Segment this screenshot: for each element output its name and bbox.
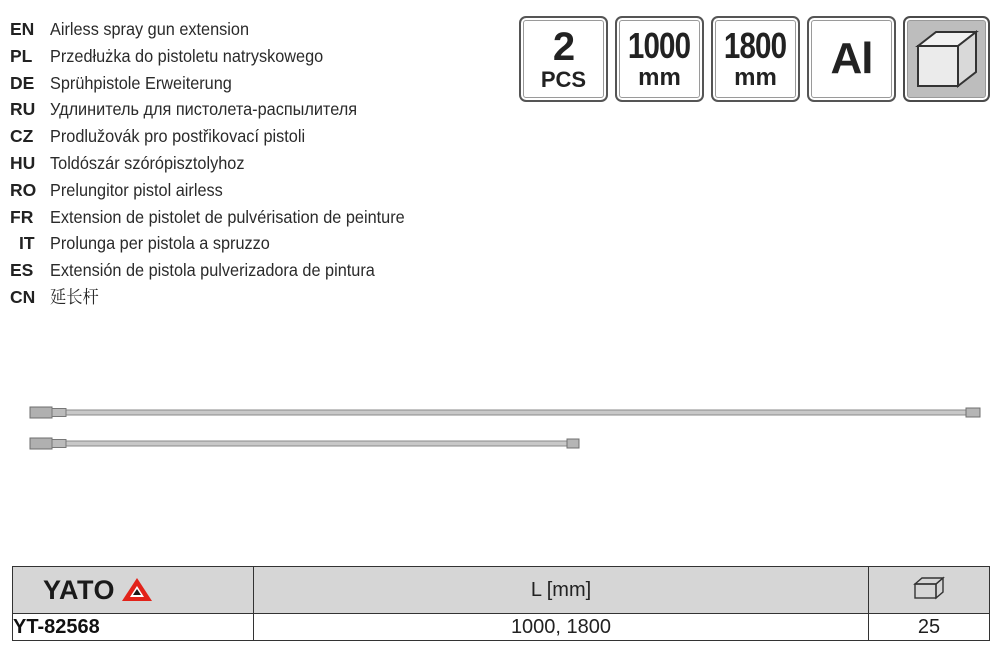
language-text: Prodlužovák pro postřikovací pistoli — [50, 126, 306, 147]
yato-logo — [13, 575, 253, 606]
spec-badges — [519, 16, 990, 102]
model-number: YT-82568 — [13, 614, 254, 641]
length-badge-1800 — [711, 16, 800, 102]
length-unit: mm — [734, 64, 777, 91]
language-text: Prolunga per pistola a spruzzo — [50, 233, 270, 254]
language-code: EN — [10, 19, 35, 39]
package-badge — [903, 16, 990, 102]
language-row-cn — [10, 284, 431, 311]
language-code: HU — [10, 152, 36, 173]
language-text: 延长杆 — [50, 286, 99, 307]
length-unit: mm — [638, 64, 681, 91]
language-text: Prelungitor pistol airless — [50, 179, 223, 200]
table-header-row — [13, 567, 990, 614]
language-text: Extension de pistolet de pulvérisation de peinture — [50, 206, 405, 227]
language-list — [10, 16, 431, 311]
language-row-ro — [10, 177, 431, 204]
package-header — [869, 567, 990, 614]
language-code: ES — [10, 260, 34, 281]
length-value: 1800 — [724, 25, 787, 66]
short-extension-rod — [30, 438, 579, 449]
box-outline-icon — [912, 576, 946, 600]
material-value: Al — [830, 34, 873, 83]
language-code: PL — [10, 45, 33, 66]
yato-logo-icon — [120, 577, 154, 603]
language-row-cz — [10, 123, 431, 150]
material-badge — [807, 16, 896, 102]
table-row — [13, 614, 990, 641]
quantity-badge — [519, 16, 608, 102]
brand-name: YATO — [43, 574, 116, 605]
language-text: Airless spray gun extension — [50, 19, 250, 39]
language-code: CN — [10, 286, 36, 307]
language-row-fr — [10, 204, 431, 231]
length-value: 1000 — [628, 25, 691, 66]
language-text: Toldószár szórópisztolyhoz — [50, 152, 245, 173]
language-row-hu — [10, 150, 431, 177]
spec-table — [12, 566, 990, 641]
long-extension-rod — [30, 407, 980, 418]
lengths-value: 1000, 1800 — [254, 614, 869, 641]
language-row-es — [10, 257, 431, 284]
language-row-ru — [10, 96, 431, 123]
box-icon — [914, 28, 980, 90]
language-code: IT — [19, 233, 35, 254]
language-text: Extensión de pistola pulverizadora de pintura — [50, 260, 375, 281]
language-row-de — [10, 70, 431, 97]
product-illustration — [20, 392, 995, 462]
language-code: RO — [10, 179, 37, 200]
language-row-it — [10, 230, 431, 257]
length-header: L [mm] — [254, 567, 869, 614]
language-text: Sprühpistole Erweiterung — [50, 72, 232, 93]
language-code: CZ — [10, 126, 34, 147]
brand-cell — [13, 567, 254, 614]
language-text: Удлинитель для пистолета-распылителя — [50, 99, 358, 120]
language-row-en — [10, 16, 431, 43]
language-row-pl — [10, 43, 431, 70]
length-badge-1000 — [615, 16, 704, 102]
quantity-unit: PCS — [540, 67, 587, 92]
language-text: Przedłużka do pistoletu natryskowego — [50, 45, 324, 66]
language-code: FR — [10, 206, 34, 227]
language-code: RU — [10, 99, 36, 120]
quantity-value: 2 — [552, 25, 575, 69]
package-qty-value: 25 — [869, 614, 990, 641]
language-code: DE — [10, 72, 35, 93]
